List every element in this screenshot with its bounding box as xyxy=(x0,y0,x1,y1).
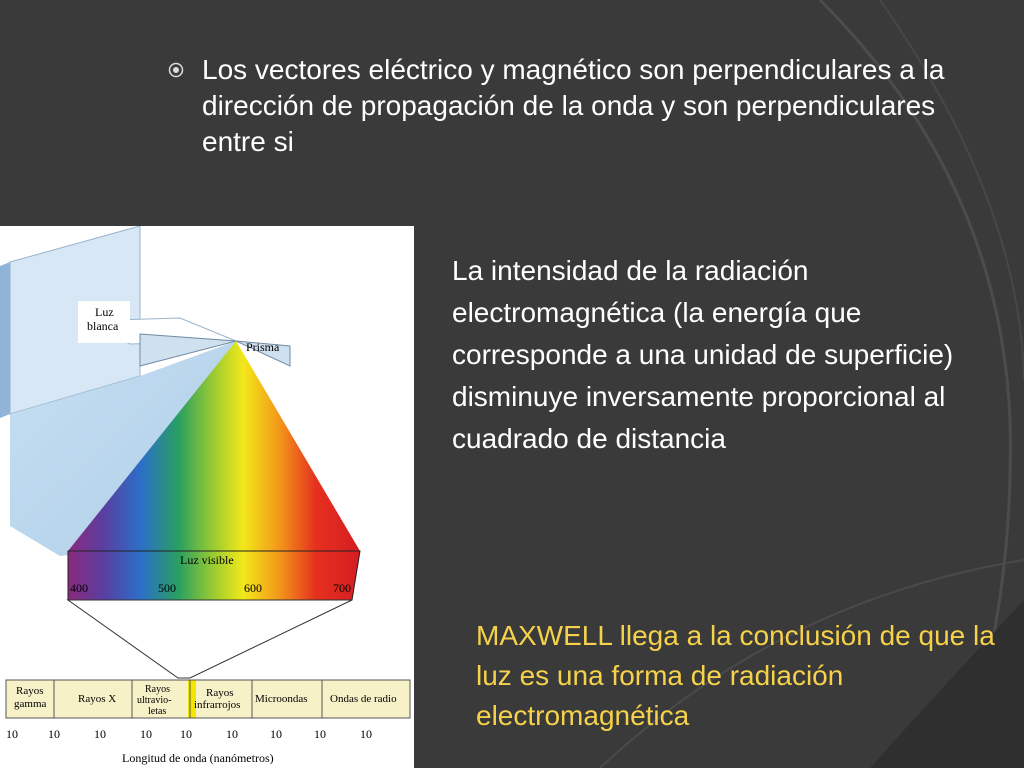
scale-tick-4: 10 xyxy=(140,727,152,741)
prisma-label: Prisma xyxy=(246,340,280,354)
scale-tick-6: 10 xyxy=(226,727,238,741)
luz-visible-label: Luz visible xyxy=(180,553,234,567)
visible-tick-400: 400 xyxy=(70,581,88,595)
bullet-text: Los vectores eléctrico y magnético son perpendiculares a la dirección de propagación de la onda y son perpendiculares entre si xyxy=(202,54,945,157)
visible-tick-600: 600 xyxy=(244,581,262,595)
ultravioletas-label: Rayos xyxy=(145,684,170,695)
scale-tick-1: 10 xyxy=(6,727,18,741)
visible-tick-500: 500 xyxy=(158,581,176,595)
infrarrojos-label: Rayos xyxy=(206,687,234,699)
intensity-paragraph: La intensidad de la radiación electromagnética (la energía que corresponde a una unidad de superficie) disminuye inversamente proporcional al cuadrado de distancia xyxy=(452,255,954,454)
spectrum-figure xyxy=(0,226,414,768)
ondas-radio-label: Ondas de radio xyxy=(330,693,397,705)
luz-blanca-label: Luz xyxy=(95,305,114,319)
scale-tick-5: 10 xyxy=(180,727,192,741)
scale-tick-8: 10 xyxy=(314,727,326,741)
zoom-lines xyxy=(68,600,352,678)
rayos-gamma-label-2: gamma xyxy=(14,698,47,710)
ultravioletas-label-2: ultravio- xyxy=(137,695,172,706)
luz-blanca-label-2: blanca xyxy=(87,319,119,333)
rayos-x-label: Rayos X xyxy=(78,693,117,705)
scale-tick-7: 10 xyxy=(270,727,282,741)
maxwell-conclusion: MAXWELL llega a la conclusión de que la luz es una forma de radiación electromagnética xyxy=(476,620,995,731)
scale-tick-3: 10 xyxy=(94,727,106,741)
scale-tick-9: 10 xyxy=(360,727,372,741)
ultravioletas-label-3: letas xyxy=(148,706,167,717)
microondas-label: Microondas xyxy=(255,693,308,705)
circle-bullet-icon xyxy=(168,62,184,78)
axis-label: Longitud de onda (nanómetros) xyxy=(122,751,274,765)
rayos-gamma-label: Rayos xyxy=(16,685,44,697)
scale-tick-2: 10 xyxy=(48,727,60,741)
infrarrojos-label-2: infrarrojos xyxy=(194,699,241,711)
visible-tick-700: 700 xyxy=(333,581,351,595)
